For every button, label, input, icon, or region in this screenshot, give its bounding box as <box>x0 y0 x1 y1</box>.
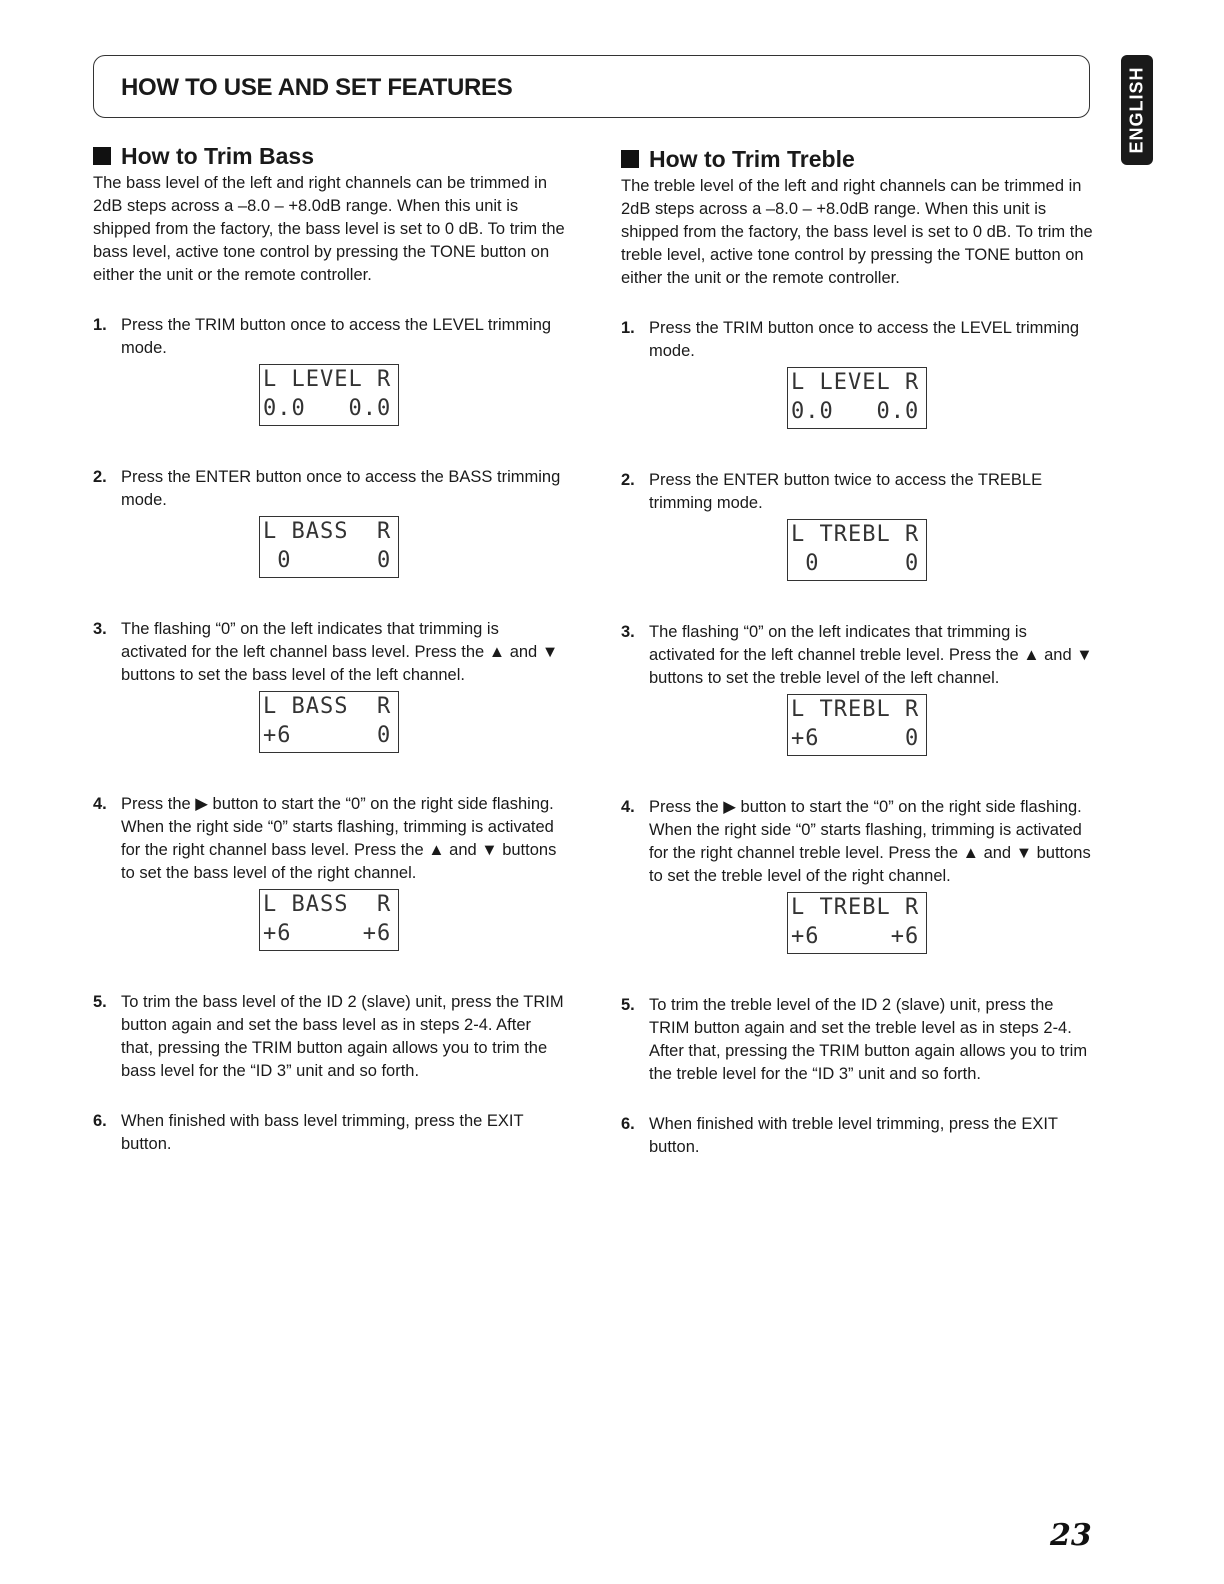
lcd-line-1: L LEVEL R <box>791 370 920 395</box>
square-bullet-icon <box>93 147 111 165</box>
section-header <box>93 55 1090 118</box>
lcd-display <box>259 889 399 951</box>
treble-section <box>621 143 1095 1159</box>
bass-steps <box>93 314 567 1156</box>
step-text: Press the ▶ button to start the “0” on the right side flashing. When the right side “0” starts flashing, trimming is activated for the right channel bass level. Press the ▲ and ▼ buttons to set the bass level of the right channel. <box>121 795 557 882</box>
bass-section-title <box>93 140 567 172</box>
step-text: Press the ENTER button twice to access the TREBLE trimming mode. <box>649 471 1043 512</box>
lcd-line-1: L LEVEL R <box>263 367 392 392</box>
lcd-line-1: L TREBL R <box>791 697 920 722</box>
step-text: Press the ENTER button once to access the BASS trimming mode. <box>121 468 561 509</box>
step-text: The flashing “0” on the left indicates that trimming is activated for the left channel treble level. Press the ▲ and ▼ buttons to set the treble level of the left channel. <box>649 623 1093 687</box>
lcd-line-2: 0 0 <box>791 551 920 576</box>
treble-step-5 <box>621 994 1095 1086</box>
lcd-display <box>787 892 927 954</box>
page-number: 23 <box>1050 1518 1092 1553</box>
bass-title-text: How to Trim Bass <box>121 143 314 169</box>
step-number: 6. <box>93 1112 107 1130</box>
square-bullet-icon <box>621 150 639 168</box>
bass-step-1 <box>93 314 567 426</box>
treble-step-3 <box>621 621 1095 756</box>
lcd-line-1: L TREBL R <box>791 522 920 547</box>
step-text: To trim the bass level of the ID 2 (slave) unit, press the TRIM button again and set the bass level as in steps 2-4. After that, pressing the TRIM button again allows you to trim the bass level for the “ID 3” unit and so forth. <box>121 993 564 1080</box>
step-text: Press the TRIM button once to access the LEVEL trimming mode. <box>121 316 552 357</box>
bass-step-5 <box>93 991 567 1083</box>
treble-section-title <box>621 143 1095 175</box>
lcd-line-1: L BASS R <box>263 694 392 719</box>
lcd-display <box>259 516 399 578</box>
treble-step-6 <box>621 1113 1095 1159</box>
lcd-line-2: 0.0 0.0 <box>791 399 920 424</box>
bass-step-2 <box>93 466 567 578</box>
lcd-line-2: +6 +6 <box>791 924 920 949</box>
step-number: 4. <box>621 798 635 816</box>
treble-intro: The treble level of the left and right channels can be trimmed in 2dB steps across a –8.0 – +8.0dB range. When this unit is shipped from the factory, the bass level is set to 0 dB. To trim the treble level, active tone control by pressing the TONE button on either the unit or the remote controller. <box>621 177 1093 287</box>
bass-section <box>93 140 567 1156</box>
step-text: To trim the treble level of the ID 2 (slave) unit, press the TRIM button again and set the treble level as in steps 2-4. After that, pressing the TRIM button again allows you to trim the treble level for the “ID 3” unit and so forth. <box>649 996 1088 1083</box>
lcd-line-1: L BASS R <box>263 519 392 544</box>
step-number: 5. <box>621 996 635 1014</box>
step-text: Press the ▶ button to start the “0” on the right side flashing. When the right side “0” starts flashing, trimming is activated for the right channel treble level. Press the ▲ and ▼ buttons to set the treble level of the right channel. <box>649 798 1091 885</box>
lcd-line-2: +6 +6 <box>263 921 392 946</box>
step-number: 1. <box>621 319 635 337</box>
lcd-line-2: 0.0 0.0 <box>263 396 392 421</box>
lcd-line-1: L TREBL R <box>791 895 920 920</box>
lcd-display <box>787 519 927 581</box>
step-number: 2. <box>621 471 635 489</box>
treble-title-text: How to Trim Treble <box>649 146 855 172</box>
step-text: The flashing “0” on the left indicates that trimming is activated for the left channel bass level. Press the ▲ and ▼ buttons to set the bass level of the left channel. <box>121 620 559 684</box>
lcd-line-1: L BASS R <box>263 892 392 917</box>
step-number: 3. <box>93 620 107 638</box>
lcd-line-2: 0 0 <box>263 548 392 573</box>
step-text: When finished with bass level trimming, press the EXIT button. <box>121 1112 524 1153</box>
step-number: 2. <box>93 468 107 486</box>
lcd-line-2: +6 0 <box>263 723 392 748</box>
step-number: 5. <box>93 993 107 1011</box>
treble-step-1 <box>621 317 1095 429</box>
bass-step-4 <box>93 793 567 951</box>
bass-intro: The bass level of the left and right channels can be trimmed in 2dB steps across a –8.0 – +8.0dB range. When this unit is shipped from the factory, the bass level is set to 0 dB. To trim the bass level, active tone control by pressing the TONE button on either the unit or the remote controller. <box>93 174 565 284</box>
treble-step-2 <box>621 469 1095 581</box>
step-number: 3. <box>621 623 635 641</box>
lcd-display <box>259 364 399 426</box>
bass-step-3 <box>93 618 567 753</box>
lcd-line-2: +6 0 <box>791 726 920 751</box>
language-tab-label: ENGLISH <box>1126 66 1147 154</box>
page-title: HOW TO USE AND SET FEATURES <box>121 74 513 101</box>
lcd-display <box>787 367 927 429</box>
step-number: 1. <box>93 316 107 334</box>
step-text: When finished with treble level trimming, press the EXIT button. <box>649 1115 1058 1156</box>
lcd-display <box>259 691 399 753</box>
treble-steps <box>621 317 1095 1159</box>
treble-step-4 <box>621 796 1095 954</box>
lcd-display <box>787 694 927 756</box>
language-tab <box>1121 55 1153 165</box>
step-number: 4. <box>93 795 107 813</box>
step-text: Press the TRIM button once to access the LEVEL trimming mode. <box>649 319 1080 360</box>
bass-step-6 <box>93 1110 567 1156</box>
step-number: 6. <box>621 1115 635 1133</box>
